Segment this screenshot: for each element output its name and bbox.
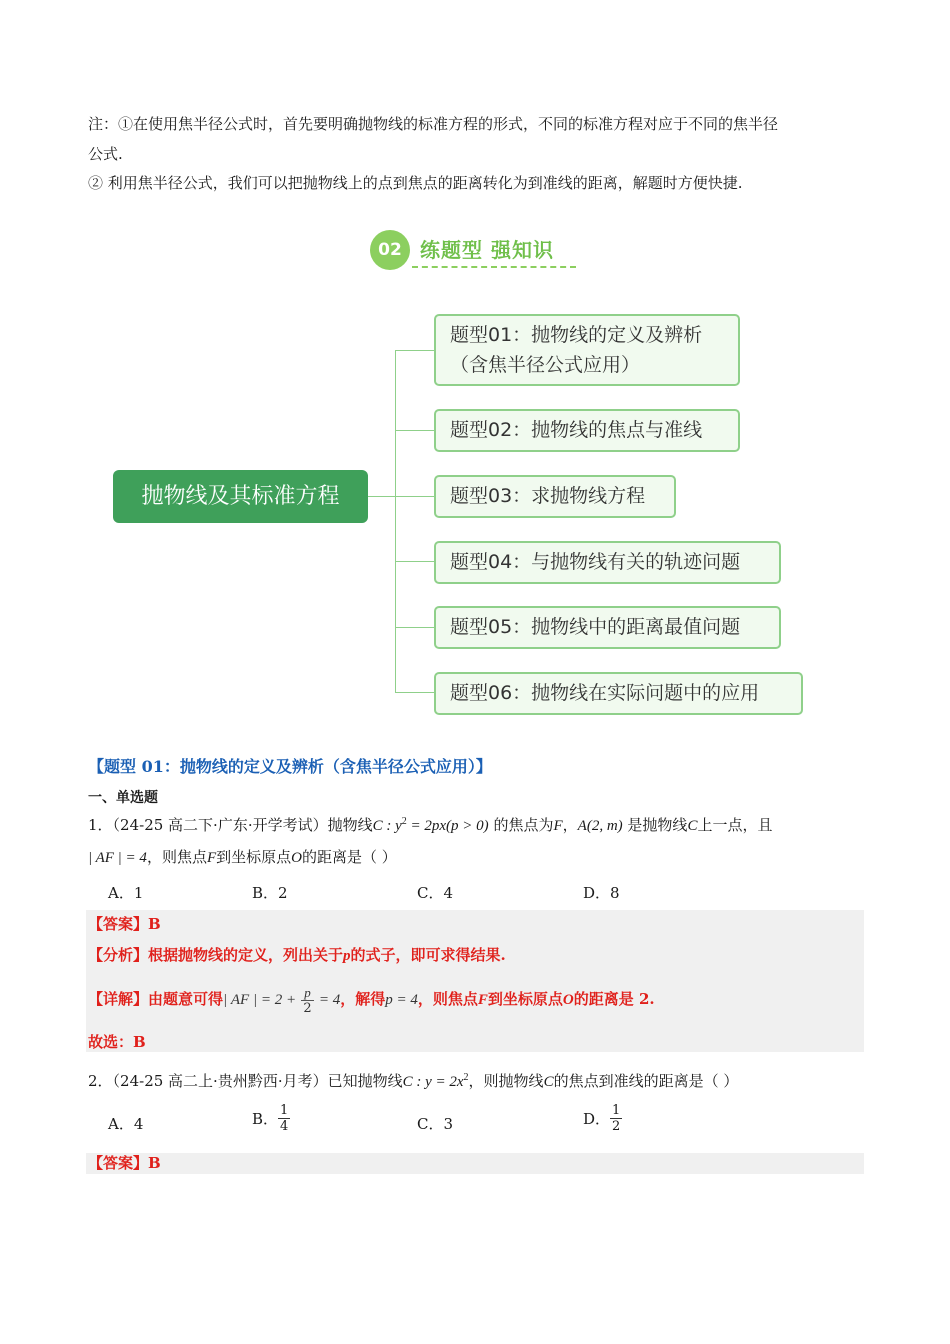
q1-stem-line-2: | AF | = 4，则焦点F到坐标原点O的距离是（ ） <box>88 848 397 866</box>
q1-solution-block <box>86 910 864 1052</box>
q2-equation: C : $y = 2x^2$ <box>402 1072 469 1090</box>
q2-solution-block <box>86 1153 864 1174</box>
branch-label: 题型01：抛物线的定义及辨析 <box>450 324 703 346</box>
note-line-1: 注：①在使用焦半径公式时，首先要明确抛物线的标准方程的形式，不同的标准方程对应于不同的焦半径 <box>88 115 779 133</box>
mindmap-branch-06 <box>434 672 803 715</box>
branch-label: 题型04：与抛物线有关的轨迹问题 <box>450 551 741 573</box>
mindmap-connector <box>395 496 434 497</box>
mindmap-connector-root <box>368 496 395 497</box>
mindmap-branch-02 <box>434 409 740 452</box>
mindmap-branch-04 <box>434 541 781 584</box>
q1-point-a: A(2, m) <box>577 818 623 834</box>
note-line-2: ② 利用焦半径公式，我们可以把抛物线上的点到焦点的距离转化为到准线的距离，解题时方便快捷. <box>88 174 743 192</box>
q1-option-b[interactable]: B．2 <box>252 884 288 902</box>
banner-title: 练题型 强知识 <box>420 238 554 262</box>
mindmap-branch-01 <box>434 314 740 386</box>
branch-label: 题型05：抛物线中的距离最值问题 <box>450 616 741 638</box>
branch-label: 题型03：求抛物线方程 <box>450 485 646 507</box>
branch-label: 题型06：抛物线在实际问题中的应用 <box>450 682 760 704</box>
q2-option-a[interactable]: A．4 <box>108 1115 144 1133</box>
mindmap-connector <box>395 627 434 628</box>
branch-sublabel: （含焦半径公式应用） <box>450 354 641 376</box>
mindmap-root: 抛物线及其标准方程 <box>113 470 368 523</box>
mindmap-connector <box>395 692 434 693</box>
mindmap-branch-03 <box>434 475 676 518</box>
q1-option-c[interactable]: C．4 <box>417 884 454 902</box>
q1-detail: 【详解】由题意可得| AF | = 2 + $\frac{p}{2}$ = 4，解得p = 4，则焦点F到坐标原点O的距离是 2. <box>88 984 655 1016</box>
note-line-1b: 公式. <box>88 145 123 163</box>
q1-answer: 【答案】B <box>88 915 161 933</box>
section-subtitle: 一、单选题 <box>88 790 158 806</box>
mindmap-connector <box>395 430 434 431</box>
q1-detail-fraction: $\frac{p}{2}$ <box>303 984 312 1016</box>
q1-analysis: 【分析】根据抛物线的定义，列出关于p的式子，即可求得结果. <box>88 946 506 964</box>
q1-stem-line-1: 1．（24-25 高二下·广东·开学考试）抛物线C : $y^2 = 2px(p > 0)$ 的焦点为F，A(2, m) 是抛物线C上一点，且 <box>88 816 773 834</box>
mindmap-connector <box>395 350 434 351</box>
banner-underline <box>412 266 576 268</box>
q1-option-a[interactable]: A．1 <box>108 884 144 902</box>
banner-number-badge: 02 <box>370 230 410 270</box>
q2-answer: 【答案】B <box>88 1154 161 1172</box>
q2-option-c[interactable]: C．3 <box>417 1115 454 1133</box>
q2-source: （24-25 高二上·贵州黔西·月考）已知抛物线 <box>112 1072 403 1090</box>
q1-option-d[interactable]: D．8 <box>583 884 620 902</box>
section-title: 【题型 01：抛物线的定义及辨析（含焦半径公式应用）】 <box>88 757 492 776</box>
q1-number: 1． <box>88 816 113 834</box>
q1-source: （24-25 高二下·广东·开学考试）抛物线 <box>112 816 373 834</box>
q1-equation: C : $y^2 = 2px(p > 0)$ <box>372 816 489 834</box>
q2-stem: 2．（24-25 高二上·贵州黔西·月考）已知抛物线C : $y = 2x^2$，则抛物线C的焦点到准线的距离是（ ） <box>88 1072 739 1090</box>
branch-label: 题型02：抛物线的焦点与准线 <box>450 419 703 441</box>
mindmap-trunk <box>395 350 396 692</box>
q2-option-d[interactable]: D． $\frac{1}{2}$ <box>583 1103 621 1134</box>
q2-option-b[interactable]: B． $\frac{1}{4}$ <box>252 1103 289 1134</box>
q1-choice: 故选：B <box>88 1033 146 1051</box>
mindmap-branch-05 <box>434 606 781 649</box>
q2-number: 2． <box>88 1072 113 1090</box>
mindmap-connector <box>395 561 434 562</box>
